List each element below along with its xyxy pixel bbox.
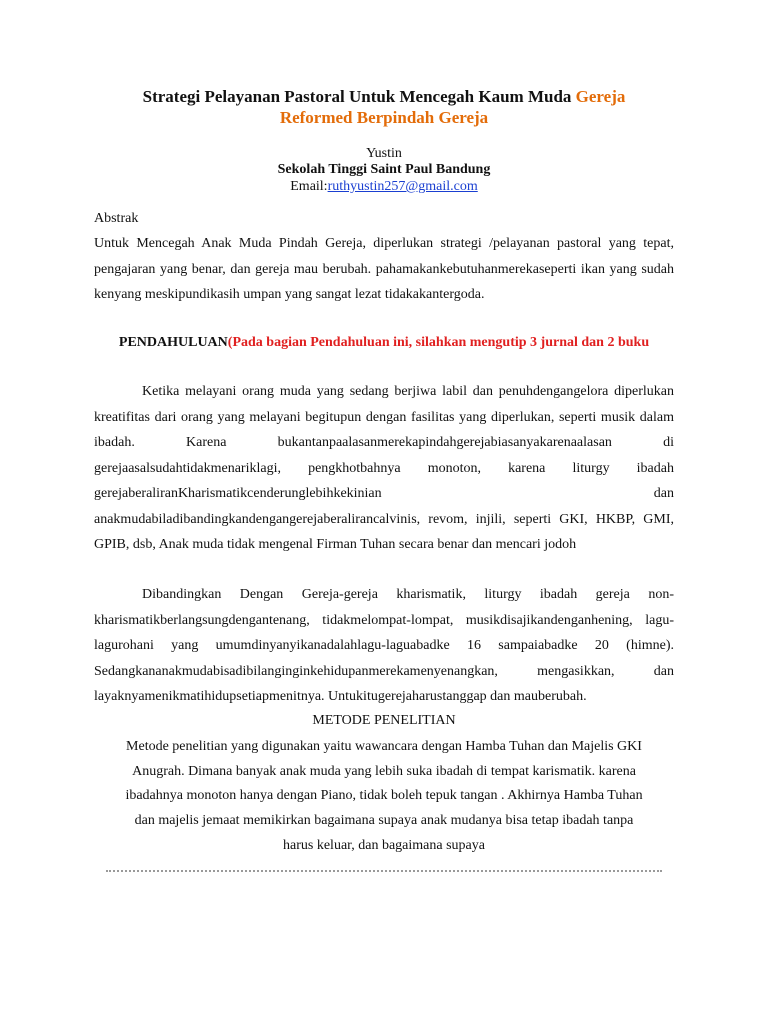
introduction-note: (Pada bagian Pendahuluan ini, silahkan mengutip 3 jurnal dan 2 buku [227, 335, 650, 350]
author-email-line [94, 178, 674, 196]
methods-line-2: Anugrah. Dimana banyak anak muda yang lebih suka ibadah di tempat karismatik. karena [132, 764, 636, 779]
page-divider [106, 870, 662, 872]
document-title [94, 86, 674, 128]
email-link[interactable]: ruthyustin257@gmail.com [327, 179, 478, 194]
abstract-heading: Abstrak [94, 211, 139, 226]
abstract-text: Untuk Mencegah Anak Muda Pindah Gereja, diperlukan strategi /pelayanan pastoral yang tepat, pengajaran yang benar, dan gereja mau berubah. pahamakankebutuhanmerekaseperti ikan yang sudah kenyang meskipundikasih umpan yang sangat lezat tidakakantergoda. [94, 236, 674, 302]
methods-line-5: harus keluar, dan bagaimana supaya [283, 838, 485, 853]
title-accent-1: Gereja [575, 87, 626, 106]
title-accent-2: Reformed Berpindah Gereja [279, 108, 489, 127]
introduction-heading [94, 330, 674, 355]
author-name: Yustin [366, 146, 402, 161]
methods-line-1: Metode penelitian yang digunakan yaitu wawancara dengan Hamba Tuhan dan Majelis GKI [126, 739, 642, 754]
methods-heading: METODE PENELITIAN [312, 713, 456, 728]
email-label: Email: [290, 179, 328, 194]
methods-line-4: dan majelis jemaat memikirkan bagaimana supaya anak mudanya bisa tetap ibadah tanpa [134, 813, 634, 828]
methods-line-3: ibadahnya monoton hanya dengan Piano, tidak boleh tepuk tangan . Akhirnya Hamba Tuhan [125, 788, 643, 803]
introduction-paragraph-2: Dibandingkan Dengan Gereja-gereja kharismatik, liturgy ibadah gereja non-kharismatikberlangsungdengantenang, tidakmelompat-lompat, musikdisajikandenganhening, lagu-lagurohani yang umumdinyanyikanadalahlagu-laguabadke 16 sampaiabadke 20 (himne). Sedangkananakmudabisadibilanginginkehidupanmerekamenyenangkan, mengasikkan, dan layaknyamenikmatihidupsetiapmenitnya. Untukitugerejaharustanggap dan mauberubah. [94, 587, 674, 704]
introduction-paragraph-1: Ketika melayani orang muda yang sedang berjiwa labil dan penuhdengangelora diperlukan kreatifitas dari orang yang melayani begitupun dengan fasilitas yang diperlukan, seperti musik dalam ibadah. Karena bukantanpaalasanmerekapindahgerejabiasanyakarenaalasan di gerejaasalsudahtidakmenariklagi, pengkhotbahnya monoton, karena liturgy ibadah gerejaberaliranKharismatikcenderunglebihkekinian dan anakmudabiladibandingkandengangerejaberalirancalvinis, revom, injili, seperti GKI, HKBP, GMI, GPIB, dsb, Anak muda tidak mengenal Firman Tuhan secara benar dan mencari jodoh [94, 384, 674, 552]
introduction-title: PENDAHULUAN [118, 335, 228, 350]
author-institution: Sekolah Tinggi Saint Paul Bandung [277, 162, 491, 177]
title-main: Strategi Pelayanan Pastoral Untuk Mencegah Kaum Muda [142, 87, 576, 106]
